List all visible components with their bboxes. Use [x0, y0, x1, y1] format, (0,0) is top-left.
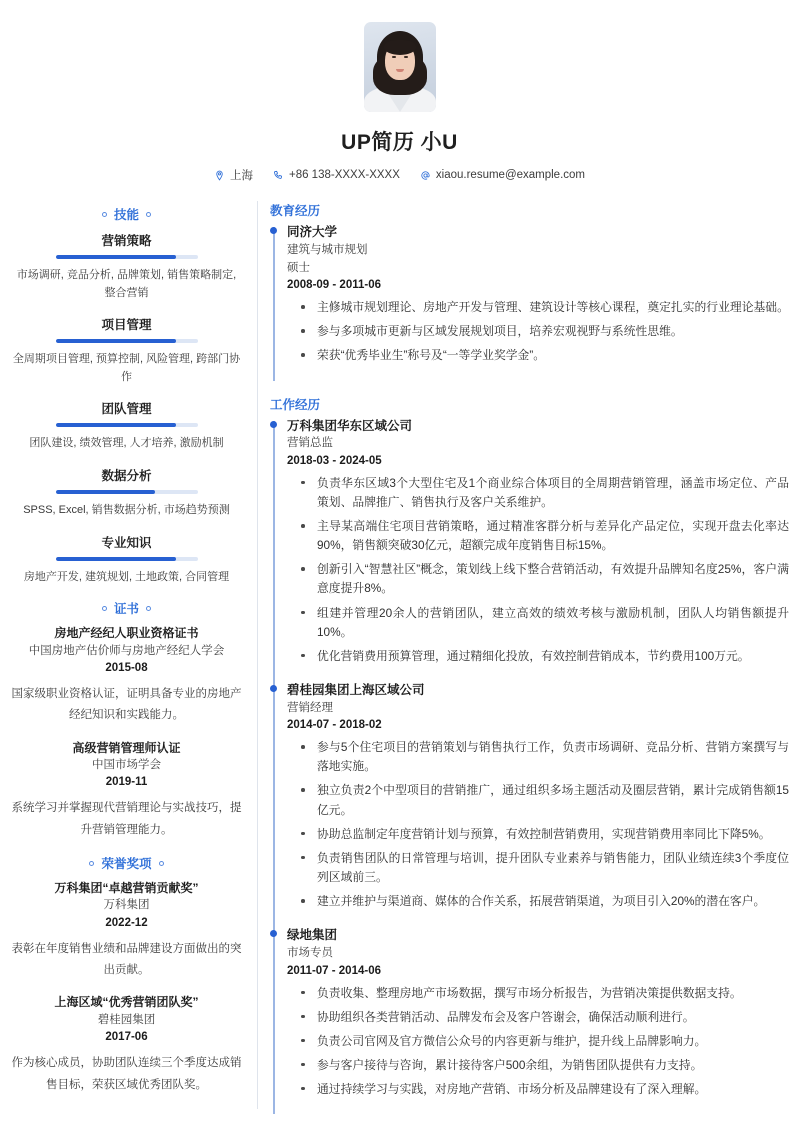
award-title: 上海区域“优秀营销团队奖”	[54, 995, 199, 1010]
education-school: 同济大学	[287, 225, 338, 239]
circle-decoration-icon	[146, 606, 151, 611]
work-bullets	[287, 738, 789, 911]
award-issuer: 碧桂园集团	[97, 1013, 156, 1026]
phone-icon	[273, 170, 284, 181]
skill-level-bar	[56, 423, 198, 427]
certificate-date: 2015-08	[105, 661, 148, 674]
work-item	[287, 926, 789, 1114]
contact-location-text: 上海	[229, 170, 253, 182]
work-role: 营销经理	[287, 701, 333, 714]
certificate-item	[10, 625, 243, 726]
skill-name: 数据分析	[101, 468, 152, 483]
bullet-item: 参与多项城市更新与区域发展规划项目，培养宏观视野与系统性思维。	[317, 322, 789, 341]
bullet-item: 负责公司官网及官方微信公众号的内容更新与维护，提升线上品牌影响力。	[317, 1032, 789, 1051]
certificate-title: 高级营销管理师认证	[72, 740, 181, 755]
bullet-item: 负责销售团队的日常管理与培训，提升团队专业素养与销售能力，团队业绩连续3个季度位列区域前三。	[317, 849, 789, 887]
skill-name: 团队管理	[101, 402, 152, 417]
contact-list	[0, 167, 799, 183]
skill-name: 专业知识	[101, 535, 152, 550]
award-item	[10, 994, 243, 1095]
work-company: 碧桂园集团上海区域公司	[287, 682, 425, 697]
education-major: 建筑与城市规划	[287, 243, 368, 256]
education-timeline	[270, 223, 789, 381]
avatar-collar	[389, 95, 411, 112]
contact-location	[214, 167, 253, 183]
bullet-item: 协助总监制定年度营销计划与预算，有效控制营销费用，实现营销费用率同比下降5%。	[317, 825, 789, 844]
section-heading-education: 教育经历	[270, 204, 321, 218]
education-item	[287, 223, 789, 381]
sidebar-heading-awards	[10, 854, 243, 872]
contact-phone	[273, 169, 400, 181]
skill-level-bar	[56, 339, 198, 343]
skill-item	[10, 533, 243, 587]
certificate-description: 国家级职业资格认证，证明具备专业的房地产经纪知识和实践能力。	[11, 688, 242, 722]
skill-description: 市场调研, 竞品分析, 品牌策划, 销售策略制定, 整合营销	[16, 269, 237, 299]
circle-decoration-icon	[159, 861, 164, 866]
skill-item	[10, 466, 243, 520]
skill-item	[10, 231, 243, 302]
resume-body	[0, 193, 799, 1114]
avatar	[364, 22, 436, 112]
award-title: 万科集团“卓越营销贡献奖”	[54, 881, 199, 895]
certificate-description: 系统学习并掌握现代营销理论与实战技巧，提升营销管理能力。	[11, 802, 242, 836]
page-title: UP简历 小U	[341, 131, 458, 154]
sidebar-heading-awards-label: 荣誉奖项	[101, 857, 152, 871]
bullet-item: 参与5个住宅项目的营销策划与销售执行工作，负责市场调研、竞品分析、营销方案撰写与落地实施。	[317, 738, 789, 776]
skill-level-fill	[56, 423, 177, 427]
work-company: 绿地集团	[287, 928, 338, 943]
bullet-item: 主修城市规划理论、房地产开发与管理、建筑设计等核心课程，奠定扎实的行业理论基础。	[317, 298, 789, 317]
bullet-item: 创新引入“智慧社区”概念，策划线上线下整合营销活动，有效提升品牌知名度25%，客户满意度提升8%。	[317, 560, 789, 598]
avatar-eye-right	[404, 56, 408, 58]
work-bullets	[287, 474, 789, 666]
circle-decoration-icon	[89, 861, 94, 866]
work-role: 市场专员	[287, 946, 333, 959]
skill-item	[10, 315, 243, 386]
bullet-item: 独立负责2个中型项目的营销推广，通过组织多场主题活动及圈层营销，累计完成销售额15亿元。	[317, 781, 789, 819]
contact-email	[420, 169, 585, 181]
certificate-title: 房地产经纪人职业资格证书	[54, 626, 199, 641]
skill-level-bar	[56, 255, 198, 259]
skill-description: SPSS, Excel, 销售数据分析, 市场趋势预测	[23, 503, 230, 516]
skill-name: 营销策略	[101, 234, 152, 248]
award-issuer: 万科集团	[103, 899, 150, 912]
location-pin-icon	[214, 170, 225, 181]
sidebar-heading-skills-label: 技能	[113, 208, 139, 222]
certificate-date: 2019-11	[105, 776, 148, 789]
avatar-eye-left	[392, 56, 396, 58]
work-role: 营销总监	[287, 437, 333, 450]
section-heading-work: 工作经历	[270, 397, 321, 412]
bullet-item: 参与客户接待与咨询，累计接待客户500余组，为销售团队提供有力支持。	[317, 1056, 789, 1075]
work-period: 2014-07 - 2018-02	[287, 719, 382, 732]
work-bullets	[287, 984, 789, 1100]
work-timeline	[270, 417, 789, 1115]
sidebar-heading-certificates-label: 证书	[113, 602, 139, 617]
contact-email-text: xiaou.resume@example.com	[435, 169, 586, 181]
work-item	[287, 417, 789, 681]
sidebar-heading-skills	[10, 205, 243, 223]
skill-level-bar	[56, 557, 198, 561]
skill-level-fill	[56, 339, 177, 343]
bullet-item: 通过持续学习与实践，对房地产营销、市场分析及品牌建设有了深入理解。	[317, 1080, 789, 1099]
main-content	[258, 201, 799, 1114]
bullet-item: 负责华东区域3个大型住宅及1个商业综合体项目的全周期营销管理，涵盖市场定位、产品策划、品牌推广、销售执行及客户关系维护。	[317, 474, 789, 512]
circle-decoration-icon	[102, 212, 107, 217]
award-date: 2017-06	[105, 1031, 148, 1044]
award-date: 2022-12	[105, 916, 148, 929]
bullet-item: 组建并管理20余人的营销团队，建立高效的绩效考核与激励机制，团队人均销售额提升10%。	[317, 604, 789, 642]
bullet-item: 协助组织各类营销活动、品牌发布会及客户答谢会，确保活动顺利进行。	[317, 1008, 789, 1027]
award-item	[10, 880, 243, 981]
education-bullets	[287, 298, 789, 365]
work-period: 2011-07 - 2014-06	[287, 964, 381, 977]
bullet-item: 建立并维护与渠道商、媒体的合作关系，拓展营销渠道，为项目引入20%的潜在客户。	[317, 892, 789, 911]
contact-phone-text: +86 138-XXXX-XXXX	[288, 169, 400, 181]
bullet-item: 优化营销费用预算管理，通过精细化投放，有效控制营销成本，节约费用100万元。	[317, 647, 789, 666]
sidebar-heading-certificates	[10, 599, 243, 617]
work-item	[287, 681, 789, 926]
bullet-item: 荣获“优秀毕业生”称号及“一等学业奖学金”。	[317, 346, 789, 365]
education-degree: 硕士	[287, 261, 310, 274]
certificate-item	[10, 740, 243, 841]
work-company: 万科集团华东区域公司	[287, 418, 413, 433]
skill-level-fill	[56, 490, 155, 494]
bullet-item: 主导某高端住宅项目营销策略，通过精准客群分析与差异化产品定位，实现开盘去化率达90%，销售额突破30亿元，超额完成年度销售目标15%。	[317, 517, 789, 555]
skill-name: 项目管理	[101, 318, 152, 333]
circle-decoration-icon	[146, 212, 151, 217]
certificate-issuer: 中国房地产估价师与房地产经纪人学会	[28, 644, 225, 657]
skill-description: 团队建设, 绩效管理, 人才培养, 激励机制	[29, 437, 224, 450]
education-period: 2008-09 - 2011-06	[287, 279, 381, 292]
skill-description: 房地产开发, 建筑规划, 土地政策, 合同管理	[23, 570, 230, 583]
email-at-icon	[420, 170, 431, 181]
sidebar	[0, 201, 258, 1109]
avatar-fringe	[384, 40, 416, 55]
circle-decoration-icon	[102, 606, 107, 611]
skill-description: 全周期项目管理, 预算控制, 风险管理, 跨部门协作	[12, 353, 241, 383]
work-period: 2018-03 - 2024-05	[287, 455, 382, 468]
bullet-item: 负责收集、整理房地产市场数据，撰写市场分析报告，为营销决策提供数据支持。	[317, 984, 789, 1003]
resume-header	[0, 0, 799, 193]
skill-item	[10, 399, 243, 453]
skill-level-fill	[56, 255, 177, 259]
skill-level-bar	[56, 490, 198, 494]
award-description: 作为核心成员，协助团队连续三个季度达成销售目标，荣获区域优秀团队奖。	[11, 1057, 242, 1091]
skill-level-fill	[56, 557, 177, 561]
award-description: 表彰在年度销售业绩和品牌建设方面做出的突出贡献。	[11, 942, 242, 977]
certificate-issuer: 中国市场学会	[92, 758, 161, 771]
